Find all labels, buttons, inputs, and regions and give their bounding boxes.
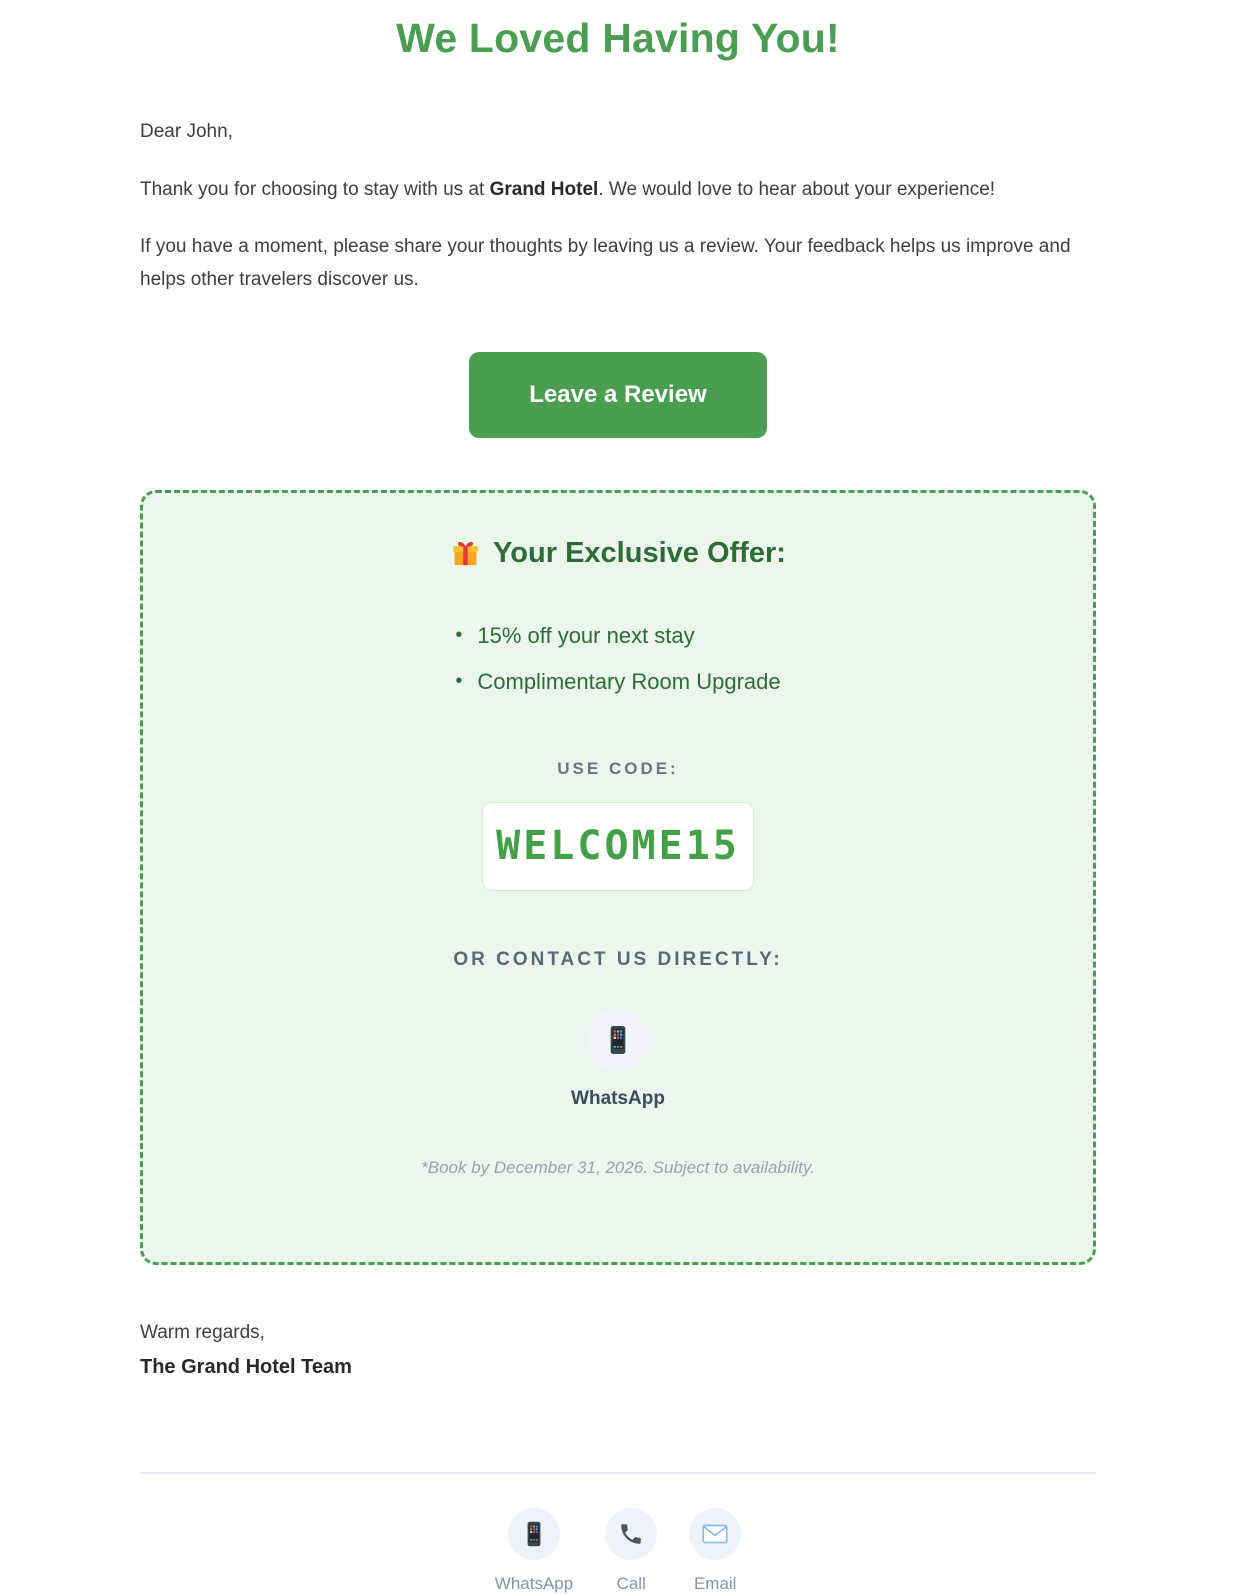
phone-receiver-icon[interactable] [605,1508,657,1560]
envelope-icon[interactable] [689,1508,741,1560]
paragraph-review-request: If you have a moment, please share your thoughts by leaving us a review. Your feedback helps us improve and helps other travelers discover us. [140,236,1071,291]
email-body [140,116,1096,1384]
footer-contact-links [0,1508,1236,1594]
page-title: We Loved Having You! [396,15,840,61]
footer-whatsapp-link[interactable] [495,1508,573,1594]
mobile-phone-icon[interactable] [587,1009,649,1071]
paragraph-thanks-after: . We would love to hear about your experience! [598,178,996,200]
paragraph-thanks [140,174,1096,207]
leave-review-button[interactable]: Leave a Review [469,352,766,438]
contact-directly-label: OR CONTACT US DIRECTLY: [453,948,783,970]
use-code-label: USE CODE: [557,758,679,778]
greeting: Dear John, [140,121,233,142]
footer-divider [140,1472,1096,1474]
hotel-name: Grand Hotel [489,178,599,200]
footer-whatsapp-label: WhatsApp [494,1574,574,1594]
button-row [140,352,1096,438]
whatsapp-contact-label: WhatsApp [571,1087,665,1109]
signoff [140,1317,1096,1384]
footer-call-label: Call [616,1574,646,1594]
offer-heading [183,537,1053,570]
offer-benefits-list [455,604,780,715]
footer-email-link[interactable] [689,1508,741,1594]
footer-call-link[interactable] [605,1508,657,1594]
exclusive-offer-box [140,490,1096,1265]
offer-benefit-item: • Complimentary Room Upgrade [455,668,780,697]
mobile-phone-icon[interactable] [508,1508,560,1560]
offer-footnote: *Book by December 31, 2026. Subject to availability. [421,1157,815,1177]
paragraph-thanks-before: Thank you for choosing to stay with us at [140,178,490,200]
promo-code: WELCOME15 [482,802,754,891]
gift-icon [450,538,481,569]
signoff-line: Warm regards, [140,1321,265,1343]
signoff-team-name: The Grand Hotel Team [140,1355,352,1378]
whatsapp-contact-link[interactable] [183,1009,1053,1110]
footer-email-label: Email [693,1574,737,1594]
offer-benefit-item: • 15% off your next stay [455,622,780,651]
offer-heading-text: Your Exclusive Offer: [493,536,786,569]
